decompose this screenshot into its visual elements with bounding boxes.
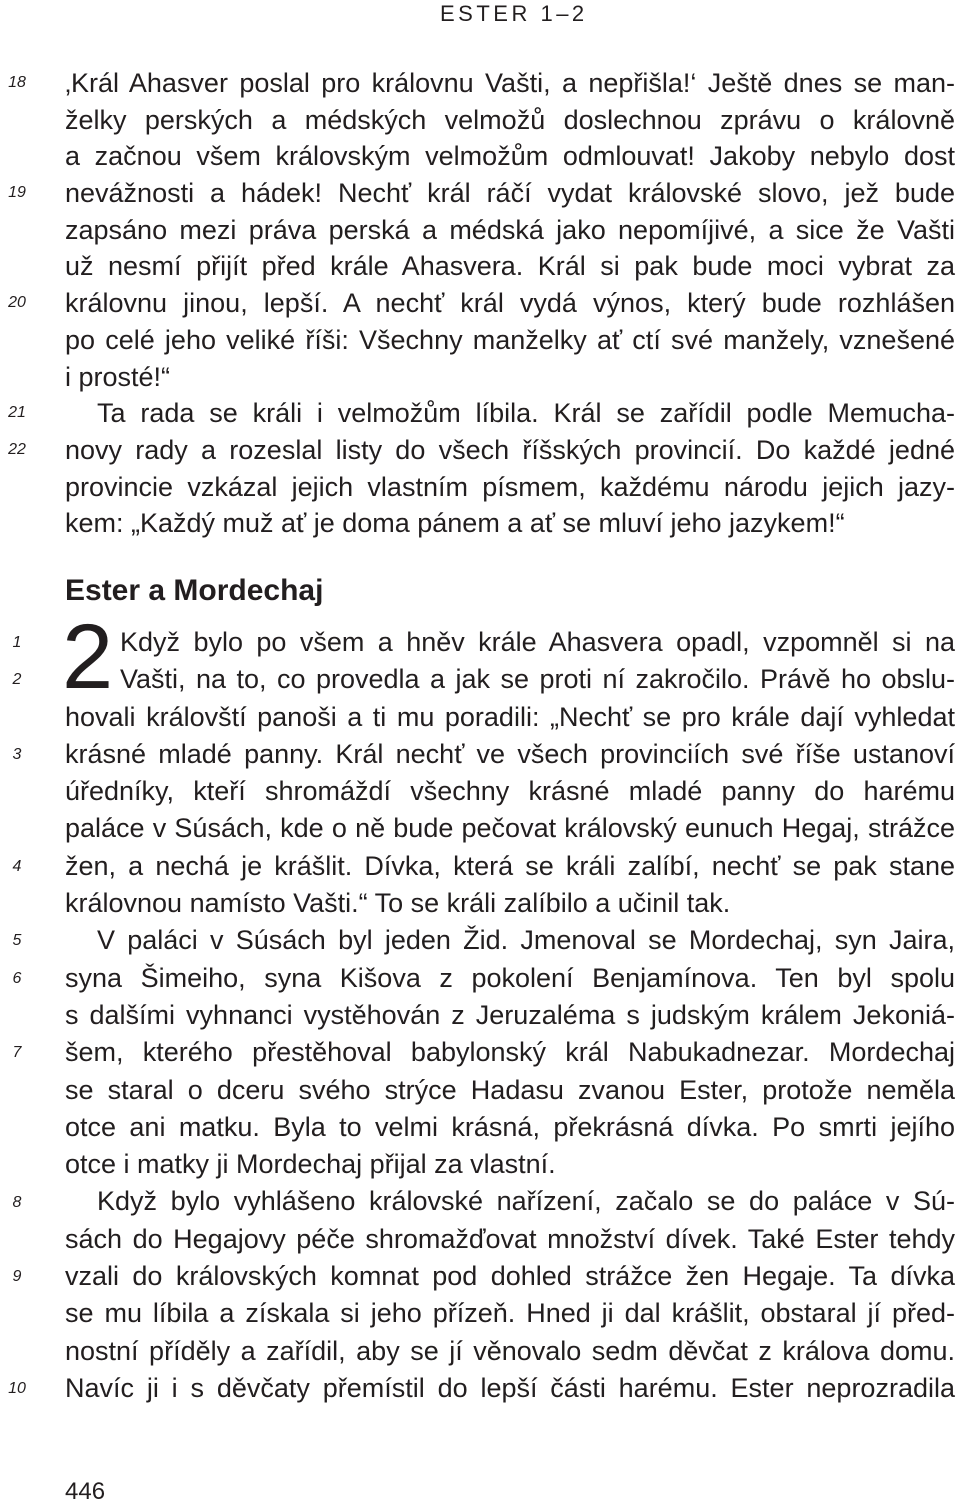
text-line bbox=[65, 848, 955, 885]
paragraph bbox=[65, 624, 955, 922]
line-text: se mu líbila a získala si jeho přízeň. Hned ji dal krášlit, obstaral jí před- bbox=[65, 1298, 955, 1329]
line-text: se staral o dceru svého strýce Hadasu zvanou Ester, protože neměla bbox=[65, 1074, 955, 1105]
text-line bbox=[65, 1295, 955, 1332]
line-text: s dalšími vyhnanci vystěhován z Jeruzaléma s judským králem Jekoniá- bbox=[65, 999, 955, 1030]
verse-number: 19 bbox=[8, 184, 26, 202]
text-line bbox=[65, 624, 955, 661]
text-line bbox=[65, 285, 955, 322]
line-text: otce ani matku. Byla to velmi krásná, překrásná dívka. Po smrti jejího bbox=[65, 1111, 955, 1142]
verse-number: 10 bbox=[8, 1380, 26, 1397]
paragraph bbox=[65, 395, 955, 542]
chapter-2-text bbox=[65, 624, 955, 1407]
line-text: hovali královští panoši a ti mu poradili: „Nechť se pro krále dají vyhledat bbox=[65, 701, 955, 732]
text-line bbox=[65, 175, 955, 212]
verse-number: 7 bbox=[12, 1044, 22, 1062]
line-text: Když bylo vyhlášeno královské nařízení, začalo se do paláce v Sú- bbox=[97, 1186, 955, 1217]
text-line bbox=[65, 773, 955, 810]
line-text: i prosté!“ bbox=[65, 361, 171, 392]
text-line bbox=[65, 102, 955, 139]
text-line bbox=[65, 212, 955, 249]
text-line bbox=[65, 661, 955, 698]
text-line bbox=[65, 1221, 955, 1258]
line-text: Ta rada se králi i velmožům líbila. Král se zařídil podle Memucha- bbox=[97, 398, 955, 429]
verse-number: 3 bbox=[12, 745, 22, 763]
line-text: V paláci v Súsách byl jeden Žid. Jmenoval se Mordechaj, syn Jaira, bbox=[97, 925, 955, 956]
section-heading: Ester a Mordechaj bbox=[65, 574, 324, 607]
line-text: sách do Hegajovy péče shromažďovat množství dívek. Také Ester tehdy bbox=[65, 1223, 955, 1254]
text-line bbox=[65, 810, 955, 847]
text-line bbox=[65, 699, 955, 736]
line-text: Vašti, na to, co provedla a jak se proti ní zakročilo. Právě ho obslu- bbox=[120, 664, 955, 695]
text-line bbox=[65, 1072, 955, 1109]
verse-number: 2 bbox=[12, 671, 22, 689]
text-line bbox=[65, 469, 955, 506]
line-text: nostní příděly a zařídil, aby se jí věnovalo sedm děvčat z králova domu. bbox=[65, 1335, 955, 1366]
paragraph bbox=[65, 922, 955, 1183]
verse-number: 22 bbox=[8, 441, 26, 458]
text-line bbox=[65, 1034, 955, 1071]
text-line bbox=[65, 138, 955, 175]
line-text: nevážnosti a hádek! Nechť král ráčí vydat královské slovo, jež bude bbox=[65, 178, 955, 209]
text-line bbox=[65, 885, 955, 922]
line-text: novy rady a rozeslal listy do všech říšských provincií. Do každé jedné bbox=[65, 434, 955, 465]
text-line bbox=[65, 505, 955, 542]
text-line bbox=[65, 736, 955, 773]
verse-number: 18 bbox=[8, 74, 26, 91]
line-text: žen, a nechá je krášlit. Dívka, která se králi zalíbí, nechť se pak stane bbox=[65, 850, 955, 881]
line-text: vzali do královských komnat pod dohled strážce žen Hegaje. Ta dívka bbox=[65, 1261, 955, 1292]
text-line bbox=[65, 997, 955, 1034]
text-line bbox=[65, 359, 955, 396]
line-text: královnu jinou, lepší. A nechť král vydá výnos, který bude rozhlášen bbox=[65, 288, 955, 319]
line-text: provincie vzkázal jejich vlastním písmem, každému národu jejich jazy- bbox=[65, 471, 955, 502]
verse-number: 6 bbox=[12, 969, 22, 987]
text-line bbox=[65, 248, 955, 285]
line-text: ‚Král Ahasver poslal pro královnu Vašti, a nepřišla!‘ Ještě dnes se man- bbox=[65, 68, 955, 98]
line-text: syna Šimeiho, syna Kišova z pokolení Benjamínova. Ten byl spolu bbox=[65, 962, 955, 993]
text-line bbox=[65, 1183, 955, 1220]
verse-number: 8 bbox=[12, 1193, 22, 1211]
line-text: úředníky, kteří shromáždí všechny krásné mladé panny do harému bbox=[65, 776, 955, 807]
text-line bbox=[65, 322, 955, 359]
running-header: ESTER 1–2 bbox=[440, 1, 588, 26]
text-line bbox=[65, 432, 955, 469]
text-line bbox=[65, 1146, 955, 1183]
line-text: už nesmí přijít před krále Ahasvera. Král si pak bude moci vybrat za bbox=[65, 251, 955, 282]
chapter-number: 2 bbox=[62, 606, 114, 708]
text-line bbox=[65, 1370, 955, 1407]
paragraph bbox=[65, 65, 955, 395]
line-text: otce i matky ji Mordechaj přijal za vlastní. bbox=[65, 1149, 556, 1180]
line-text: po celé jeho veliké říši: Všechny manželky ať ctí své manžely, vznešené bbox=[65, 324, 955, 355]
line-text: Když bylo po všem a hněv krále Ahasvera opadl, vzpomněl si na bbox=[120, 627, 955, 657]
text-line bbox=[65, 1333, 955, 1370]
text-line bbox=[65, 65, 955, 102]
text-line bbox=[65, 395, 955, 432]
verse-number: 21 bbox=[8, 404, 26, 422]
verse-number: 9 bbox=[12, 1268, 22, 1286]
line-text: želky perských a médských velmožů doslechnou zprávu o královně bbox=[65, 104, 955, 135]
chapter-1-text bbox=[65, 65, 955, 542]
page-number: 446 bbox=[65, 1478, 106, 1505]
text-line bbox=[65, 922, 955, 959]
verse-number: 1 bbox=[12, 634, 22, 651]
verse-number: 4 bbox=[12, 857, 22, 875]
verse-number: 5 bbox=[12, 932, 22, 950]
line-text: a začnou všem královským velmožům odmlouvat! Jakoby nebylo dost bbox=[65, 141, 955, 172]
line-text: šem, kterého přestěhoval babylonský král Nabukadnezar. Mordechaj bbox=[65, 1037, 955, 1068]
line-text: krásné mladé panny. Král nechť ve všech provinciích své říše ustanoví bbox=[65, 738, 955, 769]
line-text: královnou namísto Vašti.“ To se králi zalíbilo a učinil tak. bbox=[65, 888, 731, 919]
text-line bbox=[65, 960, 955, 997]
paragraph bbox=[65, 1183, 955, 1407]
line-text: zapsáno mezi práva perská a médská jako nepomíjivé, a sice že Vašti bbox=[65, 214, 955, 245]
text-line bbox=[65, 1258, 955, 1295]
text-line bbox=[65, 1109, 955, 1146]
line-text: paláce v Súsách, kde o ně bude pečovat královský eunuch Hegaj, strážce bbox=[65, 813, 955, 844]
line-text: Navíc ji i s děvčaty přemístil do lepší části harému. Ester neprozradila bbox=[65, 1372, 955, 1403]
verse-number: 20 bbox=[8, 294, 26, 312]
line-text: kem: „Každý muž ať je doma pánem a ať se mluví jeho jazykem!“ bbox=[65, 508, 845, 539]
